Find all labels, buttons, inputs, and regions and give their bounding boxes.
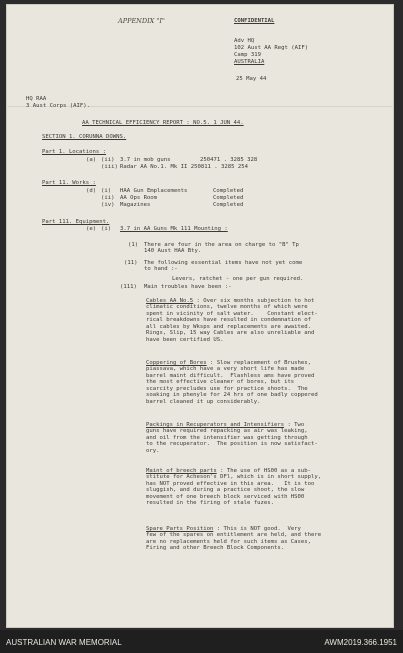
trouble-text: : The use of HS00 as a sub- stitute for Acheson's DFl, which is in short supply, has NOT proved effective in this area. It is too sluggish, and during a practice shoot, the slow movement of one breech block serviced with HS00 resulted in the firing of stale fuzes. [146,468,322,507]
row-num: (iv) [101,202,115,208]
archive-footer [0,630,403,653]
trouble-title: Maint of breech parts [146,468,217,474]
trouble-item [146,526,403,552]
row-ref: (d) [86,188,97,194]
row-item: HAA Gun Emplacements [120,188,188,194]
trouble-item [146,422,403,454]
sub-title: 3.7 in AA Guns Mk 111 Mounting : [120,226,228,232]
trouble-text: : Slow replacement of Brushes, piassava, which have a very short life has made barrel maint difficult. Flashless ams have proved the most effective cleaner of bores, but its scarcity precludes use for practice shoots. The soaking in phenyle for 24 hrs of one badly coppered barrel cleaned it up considerably. [146,360,318,405]
row-item: Magazines [120,202,151,208]
recipient-line-1: HQ RAA [26,96,47,102]
recipient-line-2: 3 Aust Corps (AIF). [26,103,90,109]
handwritten-annotation: APPENDIX "I" [118,17,165,25]
archive-reference: AWM2019.366.1951 [324,638,397,647]
row-num: (i) [101,188,112,194]
sender-line-4: AUSTRALIA [234,59,265,65]
row-status: Completed [213,202,244,208]
report-title: AA TECHNICAL EFFICIENCY REPORT : NO.5. 1 JUN 44. [82,120,244,126]
row-num: (ii) [101,157,115,163]
trouble-item [146,360,403,405]
row-ref [86,202,101,208]
para-number: (1) [128,242,139,248]
sub-num: (i) [101,226,112,232]
trouble-title: Cables AA No.5 [146,298,194,304]
trouble-title: Packings in Recuperators and Intensifiers [146,422,285,428]
part2-row [86,195,243,201]
para-text: The following essential items have not yet come to hand :- [144,260,303,273]
para-number: (111) [120,284,137,290]
trouble-title: Spare Parts Position [146,526,214,532]
part2-row [86,188,243,194]
row-status: Completed [213,195,244,201]
sender-line-2: 102 Aust AA Regt (AIF) [234,45,309,51]
trouble-item [146,298,403,343]
row-ref [86,164,101,170]
sender-line-3: Camp 319 [234,52,261,58]
row-item: 3.7 in mob guns [120,157,171,163]
row-ref: (a) [86,157,97,163]
part1-row [86,164,248,170]
archive-name: AUSTRALIAN WAR MEMORIAL [6,638,122,647]
trouble-item [146,468,403,507]
row-status: Completed [213,188,244,194]
document-page [6,4,394,628]
row-grid: 250471 . 3285 328 [200,157,258,163]
part3-subheading [86,226,228,232]
row-item: Radar AA No.1. Mk II 250811 . 3285 254 [120,164,248,170]
part1-row [86,157,257,163]
trouble-title: Coppering of Bores [146,360,207,366]
trouble-text: : Two guns have required repacking as air was leaking, and oil from the intensifier was getting through to the recuperator. The position is now satisfact- ory. [146,422,318,454]
trouble-text: : This is NOT good. Very few of the spares on entitlement are held, and there are no replacements held for such items as Cases, Firing and other Breech Block Components. [146,526,322,552]
part3-heading: Part 111. Equipment. [42,219,110,225]
part2-row [86,202,243,208]
part1-heading: Part 1. Locations : [42,149,106,155]
para-number: (11) [124,260,138,266]
para-text: There are four in the area on charge to "B" Tp 140 Aust HAA Bty. [144,242,299,255]
sub-ref: (e) [86,226,97,232]
classification-label: CONFIDENTIAL [234,18,275,24]
row-num: (ii) [101,195,115,201]
required-item: Levers, ratchet - one per gun required. [172,276,304,282]
trouble-text: : Over six months subjection to hot climatic conditions, twelve months of which were spent in vicinity of salt water. Constant elect- rical breakdowns have resulted in condemnation of all cables by Wksps and replacements are awaited. Rings, Slip, 15 way Cables are also unreliable and have been certified US. [146,298,318,343]
section-heading: SECTION 1. CORUNNA DOWNS. [42,134,127,140]
document-date: 25 May 44 [236,76,267,82]
row-ref [86,195,101,201]
sender-line-1: Adv HQ [234,38,255,44]
part2-heading: Part 11. Works : [42,180,96,186]
row-item: AA Ops Room [120,195,158,201]
row-num: (iii) [101,164,118,170]
para-text: Main troubles have been :- [144,284,232,290]
